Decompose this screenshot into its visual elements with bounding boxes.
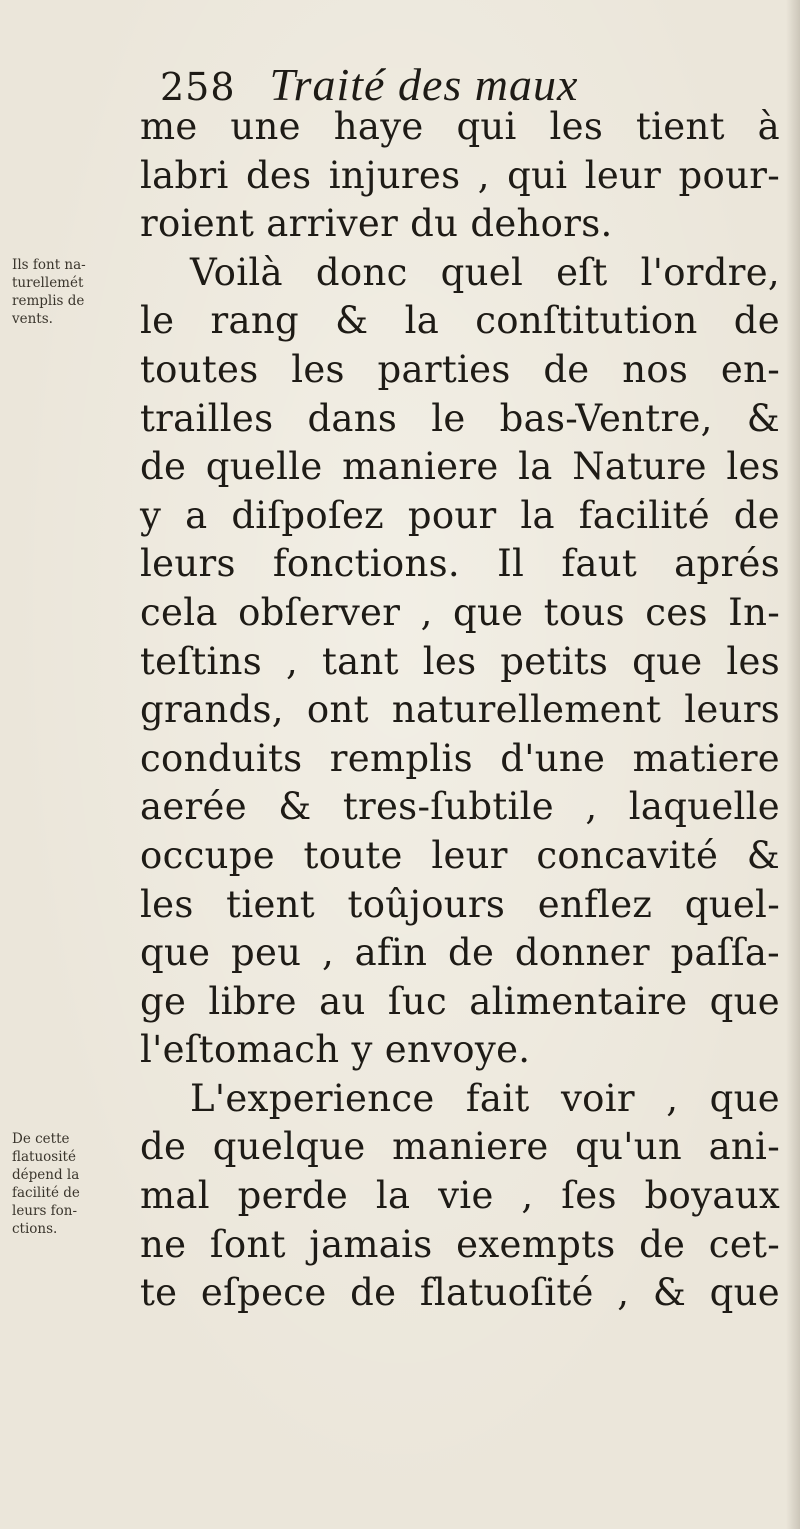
text-line: grands, ont naturellement leurs [140,688,780,732]
margin-note-line: ctions. [12,1221,58,1237]
page-header [160,58,578,108]
text-line: toutes les parties de nos en- [140,347,780,391]
text-line: de quelle maniere la Nature les [140,445,780,489]
text-line: teſtins , tant les petits que les [140,639,780,683]
text-line: les tient toûjours enflez quel- [140,882,780,926]
text-line: cela obſerver , que tous ces In- [140,590,780,634]
running-title: Traité des maux [269,59,579,110]
margin-note-line: leurs fon- [12,1203,78,1219]
text-line: leurs fonctions. Il faut aprés [140,542,780,586]
margin-note-2 [12,1130,124,1238]
text-line: mal perde la vie , ſes boyaux [140,1174,780,1218]
text-line: le rang & la conſtitution de [140,299,780,343]
page-edge-shadow [786,0,800,1529]
margin-note-line: Ils font na- [12,257,86,273]
margin-note-line: remplis de [12,293,85,309]
text-line: que peu , afin de donner paſſa- [140,931,780,975]
text-line: labri des injures , qui leur pour- [140,153,780,197]
margin-note-line: De cette [12,1131,70,1147]
body-text [140,103,780,1318]
text-line: de quelque maniere qu'un ani- [140,1125,780,1169]
margin-note-1 [12,256,124,328]
text-line: roient arriver du dehors. [140,202,613,246]
text-line: Voilà donc quel eſt l'ordre, [190,250,780,294]
text-line: l'eſtomach y envoye. [140,1028,531,1072]
text-line: ne ſont jamais exempts de cet- [140,1222,780,1266]
margin-note-line: facilité de [12,1185,80,1201]
text-line: occupe toute leur concavité & [140,833,780,877]
text-line: ge libre au ſuc alimentaire que [140,979,780,1023]
text-line: te eſpece de flatuoſité , & que [140,1271,780,1315]
text-line: conduits remplis d'une matiere [140,736,780,780]
text-line: aerée & tres-ſubtile , laquelle [140,785,780,829]
page-number: 258 [160,65,236,109]
text-line: trailles dans le bas-Ventre, & [140,396,780,440]
margin-note-line: turellemét [12,275,84,291]
margin-note-line: flatuosité [12,1149,76,1165]
text-line: y a diſpoſez pour la facilité de [140,493,780,537]
margin-note-line: vents. [12,311,53,327]
text-line: me une haye qui les tient à [140,105,780,148]
text-line: L'experience fait voir , que [190,1076,780,1120]
margin-note-line: dépend la [12,1167,80,1183]
